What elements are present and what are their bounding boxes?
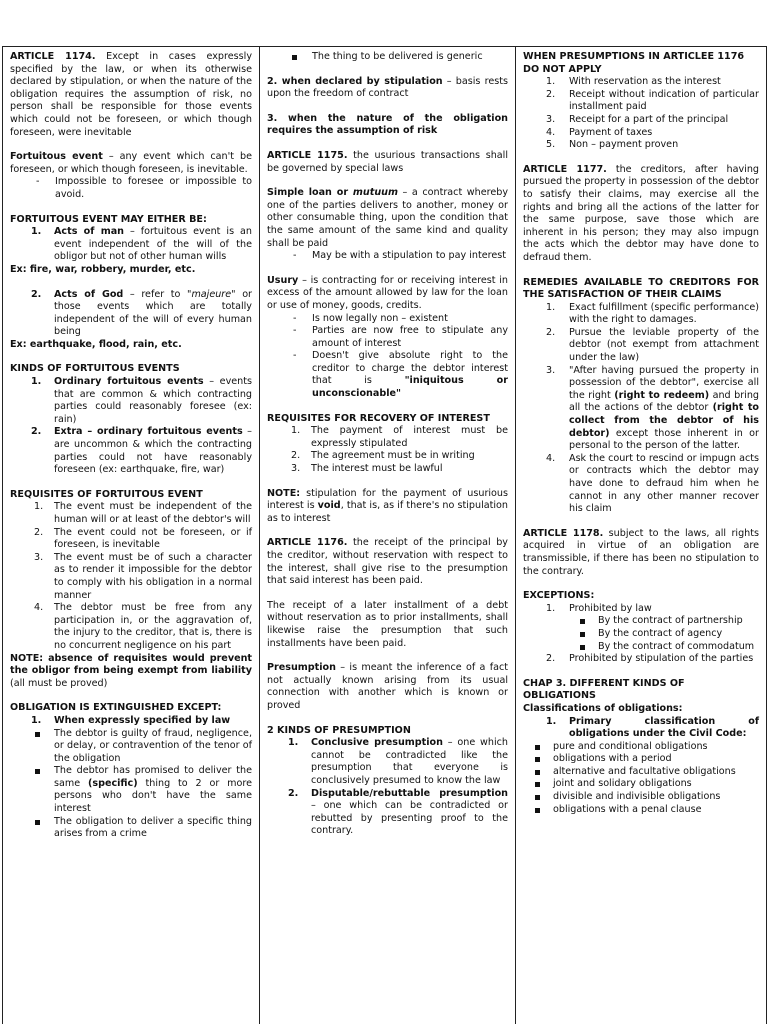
list-marker: 3. [546, 113, 556, 125]
list-item [523, 89, 759, 114]
article-1175-text: the usurious transactions shall be governed by special laws [267, 149, 508, 174]
list-text: The debtor must be free from any participation in, or the aggravation of, the injury to the creditor, that is, there is no concurrent negligence on his part [54, 602, 252, 651]
list-item: - Impossible to foresee or impossible to avoid. [10, 176, 252, 201]
remedies-heading: REMEDIES AVAILABLE TO CREDITORS FOR THE SATISFACTION OF THEIR CLAIMS [523, 276, 759, 301]
list-text-2: and bring all the actions of the debtor [569, 389, 759, 414]
expressly-list [10, 715, 252, 728]
list-item: The obligation to deliver a specific thing arises from a crime [10, 816, 252, 841]
iniquitous-bold: "iniquitous or unconscionable" [312, 375, 508, 400]
void-bold: void [317, 500, 341, 512]
acts-of-god-example: Ex: earthquake, flood, rain, etc. [10, 338, 182, 350]
acts-man-list [10, 226, 252, 264]
stipulation-bold: 2. when declared by stipulation [267, 75, 443, 87]
article-1176-heading: ARTICLE 1176. [267, 537, 348, 549]
fortuitous-event-term: Fortuitous event [10, 151, 103, 163]
requisites-list [10, 501, 252, 652]
conclusive-term: Conclusive presumption [311, 737, 443, 749]
chapter-3-heading: CHAP 3. DIFFERENT KINDS OF OBLIGATIONS [523, 677, 685, 702]
list-item: The thing to be delivered is generic [267, 51, 508, 64]
list-item [523, 453, 759, 516]
list-item [523, 127, 759, 140]
absence-note-bold: NOTE: absence of requisites would prevent the obligor from being exempt from liability [10, 652, 252, 677]
may-either-heading: FORTUITOUS EVENT MAY EITHER BE: [10, 213, 207, 225]
list-text-3: except those inherent in or personal to the person of the latter. [569, 427, 759, 452]
later-installment-paragraph: The receipt of a later installment of a debt without reservation as to prior installments, shall likewise raise the presumption that such installments have been paid. [267, 599, 508, 649]
exceptions-heading: EXCEPTIONS: [523, 590, 595, 602]
list-text: Receipt for a part of the principal [569, 113, 729, 125]
ordinary-term: Ordinary fortuitous events [54, 376, 204, 388]
note-label: NOTE: [267, 487, 301, 499]
acts-of-god-text-2: " or those events which are totally independent of the will of every human being [54, 288, 253, 338]
acts-of-man-term: Acts of man [54, 226, 124, 238]
list-marker: 1. [34, 501, 44, 513]
simple-loan-definition [267, 187, 508, 250]
article-1176 [267, 537, 508, 587]
not-apply-heading: WHEN PRESUMPTIONS IN ARTICLEE 1176 DO NOT APPLY [523, 51, 745, 75]
absence-note [10, 653, 252, 691]
list-marker: 1. [546, 76, 556, 88]
simple-loan-dash-list [267, 250, 508, 263]
list-marker: 2. [31, 288, 42, 300]
list-item [10, 501, 252, 526]
acts-of-god-term: Acts of God [54, 288, 124, 300]
presumption-kinds-list [267, 737, 508, 838]
article-1178-text: subject to the laws, all rights acquired in virtue of an obligation are transmissible, if there has been no stipulation to the contrary. [523, 527, 760, 577]
list-marker: 3. [546, 364, 556, 376]
list-item [267, 425, 508, 450]
list-text: The event could not be foreseen, or if foreseen, is inevitable [54, 526, 252, 551]
extra-ordinary-term: Extra – ordinary fortuitous events [54, 426, 243, 438]
list-text: Pursue the leviable property of the debtor (not exempt from attachment under the law) [569, 326, 759, 364]
majeure-italic: majeure [191, 288, 232, 300]
list-text: Doesn't give absolute right to the creditor to charge the debtor interest that is [312, 350, 508, 387]
extra-ordinary-text: – are uncommon & which the contracting parties could not have reasonably foreseen (ex: earthquake, fire, war) [54, 426, 252, 476]
list-item [523, 139, 759, 152]
kinds-list [10, 376, 252, 477]
list-marker: 5. [546, 139, 556, 151]
list-marker: 1. [546, 301, 556, 313]
list-item [523, 653, 759, 666]
mutuum-italic: mutuum [352, 187, 398, 199]
article-1177 [523, 164, 759, 265]
list-text: Receipt without indication of particular installment paid [569, 88, 759, 113]
list-text: Ask the court to rescind or impugn acts or contracts which the debtor may have done to defraud him when he cannot in any other manner recover his claim [569, 452, 759, 515]
list-text: The debtor has promised to deliver the same [54, 765, 252, 789]
list-item [10, 226, 252, 264]
list-item: joint and solidary obligations [523, 778, 759, 791]
list-item [10, 426, 252, 476]
list-item: pure and conditional obligations [523, 741, 759, 754]
note-text: stipulation for the payment of usurious interest is [267, 487, 508, 512]
list-marker: 4. [546, 126, 556, 138]
list-item: By the contract of commodatum [523, 641, 759, 654]
list-marker: 4. [34, 602, 44, 614]
list-marker: 2. [546, 326, 556, 338]
list-item [10, 715, 252, 728]
article-1174-heading: ARTICLE 1174. [10, 51, 96, 62]
fortuitous-dash-list [10, 176, 252, 201]
usurious-note [267, 488, 508, 526]
list-text: Non – payment proven [569, 139, 679, 151]
list-marker: 1. [546, 715, 557, 727]
article-1174 [10, 51, 252, 139]
article-1178-heading: ARTICLE 1178. [523, 527, 604, 539]
list-marker: 3. [34, 551, 44, 563]
presumption-definition [267, 662, 508, 712]
list-text: Prohibited by law [569, 602, 652, 614]
list-item: - May be with a stipulation to pay interest [267, 250, 508, 263]
requisites-heading: REQUISITES OF FORTUITOUS EVENT [10, 488, 203, 500]
list-item [10, 602, 252, 652]
nature-of-obligation [267, 113, 508, 138]
list-item: - Parties are now free to stipulate any amount of interest [267, 325, 508, 350]
acts-god-list [10, 289, 252, 339]
article-1177-heading: ARTICLE 1177. [523, 163, 607, 175]
specific-bold: (specific) [87, 777, 138, 789]
right-to-redeem-bold: (right to redeem) [614, 389, 710, 401]
list-marker: 2. [34, 526, 44, 538]
presumption-text: – is meant the inference of a fact not actually known arising from its usual connection with another which is known or proved [267, 662, 508, 711]
document-page [2, 46, 767, 1024]
list-marker: 2. [288, 787, 299, 799]
list-marker: 1. [288, 737, 299, 749]
article-1174-text: Except in cases expressly specified by the law, or when its otherwise declared by stipulation, or when the nature of the obligation requires the assumption of risk, no person shall be responsible for those events which could not be foreseen, or which though foreseen, were inevitable [10, 51, 252, 138]
list-item: obligations with a period [523, 753, 759, 766]
classifications-heading: Classifications of obligations: [523, 702, 683, 714]
remedies-list [523, 302, 759, 516]
exceptions-sub-bullets [523, 615, 759, 653]
list-text: With reservation as the interest [569, 76, 721, 88]
fortuitous-event-definition [10, 151, 252, 176]
list-item [267, 737, 508, 787]
list-text: The payment of interest must be expressly stipulated [311, 425, 508, 449]
list-item [267, 450, 508, 463]
conclusive-text: – one which cannot be contradicted like the presumption that everyone is conclusively presumed to know the law [311, 737, 509, 786]
list-text: Prohibited by stipulation of the parties [569, 653, 754, 665]
list-marker: 2. [291, 450, 301, 462]
exceptions-list-2 [523, 653, 759, 666]
not-apply-list [523, 76, 759, 152]
extinguished-heading: OBLIGATION IS EXTINGUISHED EXCEPT: [10, 702, 222, 714]
list-marker: 4. [546, 452, 556, 464]
note-text-2: , that is, as if there's no stipulation as to interest [267, 500, 508, 524]
list-item [10, 289, 252, 339]
list-item [267, 788, 508, 838]
list-marker: 2. [31, 426, 42, 438]
list-item: - Is now legally non – existent [267, 313, 508, 326]
list-text: "After having pursued the property in possession of the debtor", exercise all the right [569, 364, 759, 401]
list-item [523, 716, 759, 741]
list-item [267, 350, 508, 400]
list-marker: 3. [291, 463, 301, 475]
expressly-text: When expressly specified by law [54, 714, 231, 726]
list-item: By the contract of partnership [523, 615, 759, 628]
list-item [10, 376, 252, 426]
list-text: Payment of taxes [569, 126, 653, 138]
list-marker: 1. [31, 226, 42, 238]
acts-of-god-text: – refer to " [123, 288, 192, 300]
kinds-heading: KINDS OF FORTUITOUS EVENTS [10, 363, 180, 375]
list-item: The debtor is guilty of fraud, negligence, or delay, or contravention of the tenor of the obligation [10, 728, 252, 766]
list-marker: 2. [546, 653, 556, 665]
list-item [523, 603, 759, 616]
list-item: obligations with a penal clause [523, 804, 759, 817]
article-1175 [267, 150, 508, 175]
simple-loan-text: – a contract whereby one of the parties delivers to another, money or other consumable thing, upon the condition that the same amount of the same kind and quality shall be paid [267, 187, 508, 249]
list-item [523, 302, 759, 327]
list-item [267, 463, 508, 476]
article-1177-text: the creditors, after having pursued the property in possession of the debtor to satisfy their claims, may exercise all the rights and bring all the actions of the latter for the same purpose, save those which are inherent in his person; they may also impugn the acts which the debtor may have done to defraud them. [523, 163, 760, 263]
list-item: divisible and indivisible obligations [523, 791, 759, 804]
declared-by-stipulation [267, 76, 508, 101]
usury-dash-list [267, 313, 508, 401]
list-item [523, 76, 759, 89]
disputable-term: Disputable/rebuttable presumption [311, 787, 508, 799]
list-marker: 1. [31, 376, 42, 388]
kinds-of-obligations-list [523, 741, 759, 817]
list-item [10, 527, 252, 552]
ordinary-text: – events that are common & which contracting parties could reasonably foresee (ex: rain) [54, 376, 253, 425]
right-to-collect-bold: (right to collect from the debtor of his debtor) [569, 402, 759, 439]
acts-of-man-example: Ex: fire, war, robbery, murder, etc. [10, 263, 196, 275]
list-item: By the contract of agency [523, 628, 759, 641]
extinguished-bullets [10, 728, 252, 841]
recovery-list [267, 425, 508, 475]
absence-note-text: (all must be proved) [10, 677, 108, 689]
list-text: The agreement must be in writing [311, 450, 475, 462]
acts-of-man-text: – fortuitous event is an event independent of the will of the obligor but not of other human wills [54, 226, 252, 263]
simple-loan-term: Simple loan or [267, 187, 353, 199]
list-text: The event must be of such a character as to render it impossible for the debtor to comply with his obligation in a normal manner [54, 551, 252, 601]
stipulation-text: – basis rests upon the freedom of contract [267, 75, 508, 100]
article-1176-text: the receipt of the principal by the creditor, without reservation with respect to the interest, shall give rise to the presumption that said interest has been paid. [267, 537, 508, 587]
column-1 [3, 47, 260, 1024]
list-item [523, 327, 759, 365]
article-1178 [523, 528, 759, 578]
two-kinds-heading: 2 KINDS OF PRESUMPTION [267, 724, 411, 736]
list-marker: 1. [546, 602, 556, 614]
presumption-term: Presumption [267, 662, 336, 674]
list-item [523, 114, 759, 127]
generic-bullets [267, 51, 508, 64]
usury-text: – is contracting for or receiving interest in excess of the amount allowed by law for the loan or use of money, goods, credits. [267, 274, 508, 311]
list-item [10, 552, 252, 602]
fortuitous-event-text: – any event which can't be foreseen, or which though foreseen, is inevitable. [10, 151, 252, 175]
column-3 [516, 47, 766, 1024]
list-text: The interest must be lawful [311, 463, 443, 475]
article-1175-heading: ARTICLE 1175. [267, 149, 348, 161]
recovery-heading: REQUISITES FOR RECOVERY OF INTEREST [267, 412, 490, 424]
list-item [10, 765, 252, 815]
usury-term: Usury [267, 274, 299, 286]
list-item [523, 365, 759, 453]
list-item: alternative and facultative obligations [523, 766, 759, 779]
list-marker: 1. [291, 425, 301, 437]
usury-definition [267, 275, 508, 313]
list-text: Exact fulfillment (specific performance) with the right to damages. [569, 301, 759, 326]
list-text-2: thing to 2 or more persons who don't have the same interest [54, 777, 252, 815]
list-text: The event must be independent of the human will or at least of the debtor's will [54, 501, 252, 525]
list-marker: 1. [31, 714, 42, 726]
primary-text: Primary classification of obligations under the Civil Code: [569, 715, 759, 740]
exceptions-list [523, 603, 759, 616]
disputable-text: – one which can be contradicted or rebutted by presenting proof to the contrary. [311, 800, 508, 837]
nature-bold: 3. when the nature of the obligation requires the assumption of risk [267, 112, 508, 137]
list-marker: 2. [546, 88, 556, 100]
primary-list [523, 716, 759, 741]
column-2 [260, 47, 516, 1024]
